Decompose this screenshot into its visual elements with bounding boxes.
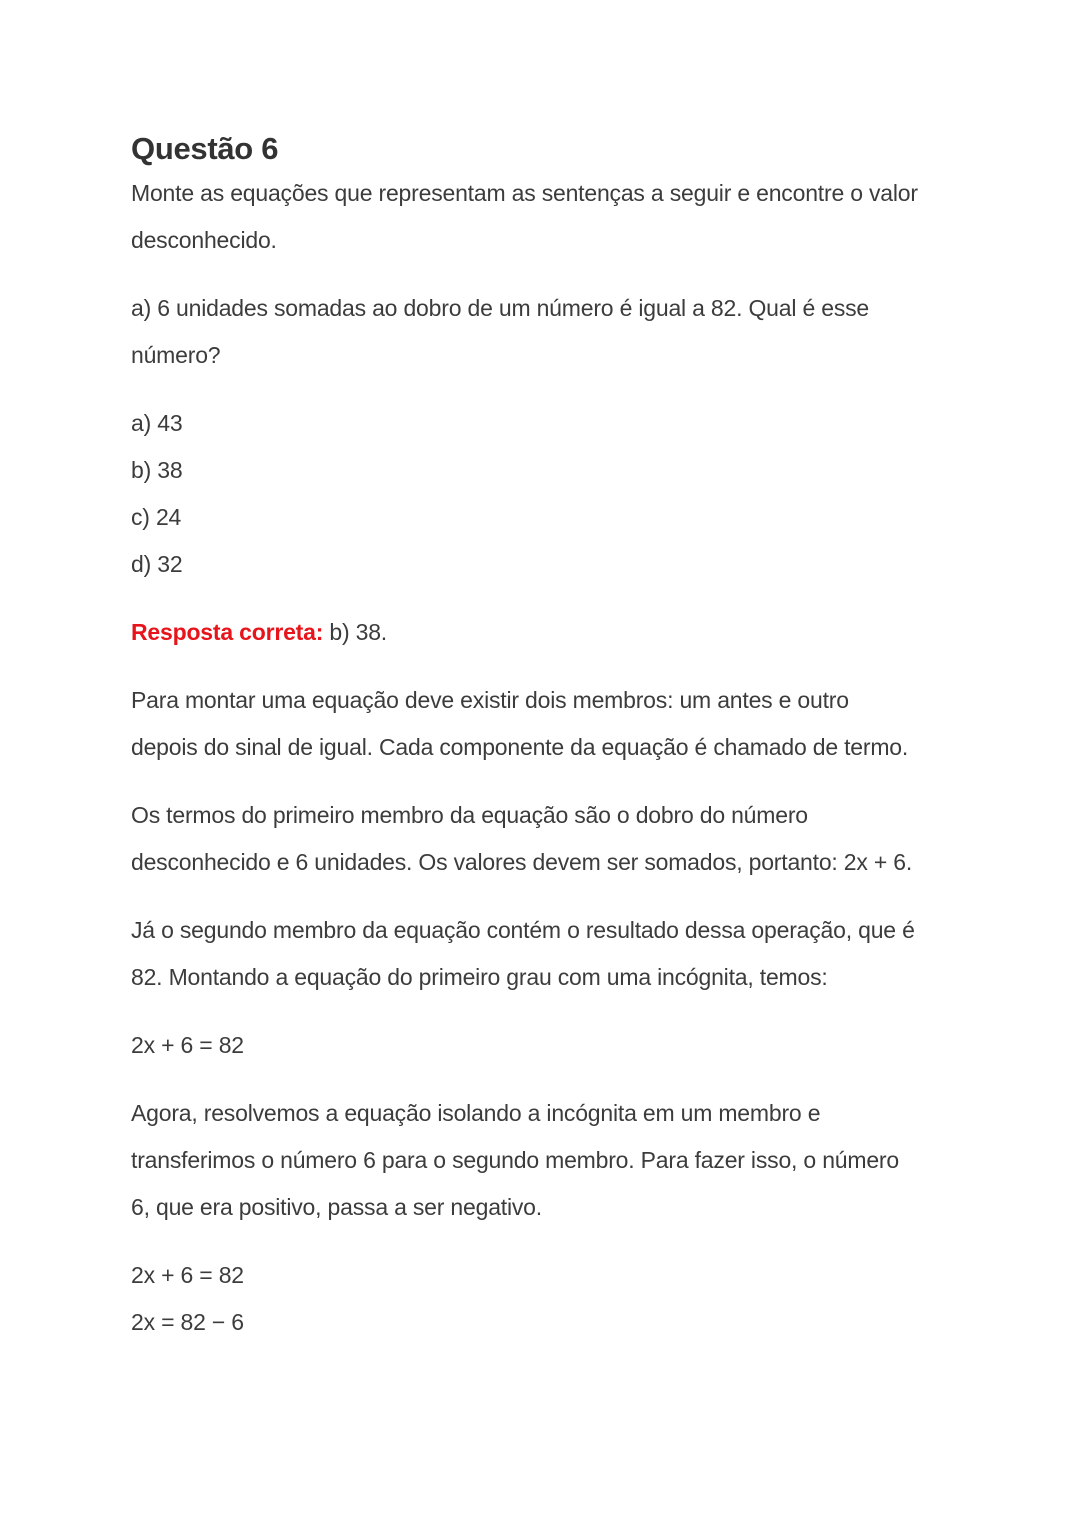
explanation-paragraph-1 — [131, 677, 961, 771]
text-line: Para montar uma equação deve existir dois membros: um antes e outro — [131, 687, 849, 713]
text-line: 82. Montando a equação do primeiro grau com uma incógnita, temos: — [131, 964, 828, 990]
option-b: b) 38 — [131, 457, 183, 483]
question-text — [131, 285, 961, 379]
text-line: Monte as equações que representam as sentenças a seguir e encontre o valor — [131, 180, 918, 206]
text-line: transferimos o número 6 para o segundo membro. Para fazer isso, o número — [131, 1147, 899, 1173]
options-list — [131, 400, 961, 588]
text-line: a) 6 unidades somadas ao dobro de um número é igual a 82. Qual é esse — [131, 295, 870, 321]
intro-text — [131, 170, 961, 264]
text-line: 6, que era positivo, passa a ser negativo. — [131, 1194, 542, 1220]
explanation-paragraph-3 — [131, 907, 961, 1001]
text-line: Já o segundo membro da equação contém o resultado dessa operação, que é — [131, 917, 915, 943]
text-line: desconhecido. — [131, 227, 277, 253]
option-d: d) 32 — [131, 551, 183, 577]
equation-line: 2x + 6 = 82 — [131, 1262, 244, 1288]
explanation-paragraph-4 — [131, 1090, 961, 1231]
text-line: desconhecido e 6 unidades. Os valores devem ser somados, portanto: 2x + 6. — [131, 849, 913, 875]
answer-value: b) 38. — [323, 619, 387, 645]
text-line: depois do sinal de igual. Cada componente da equação é chamado de termo. — [131, 734, 909, 760]
document-page — [131, 128, 961, 1346]
option-c: c) 24 — [131, 504, 182, 530]
equation-1 — [131, 1022, 961, 1069]
equation-steps — [131, 1252, 961, 1346]
correct-answer — [131, 609, 961, 656]
answer-label: Resposta correta: — [131, 619, 324, 645]
equation-line: 2x + 6 = 82 — [131, 1032, 244, 1058]
option-a: a) 43 — [131, 410, 183, 436]
text-line: número? — [131, 342, 221, 368]
text-line: Agora, resolvemos a equação isolando a incógnita em um membro e — [131, 1100, 821, 1126]
equation-line: 2x = 82 − 6 — [131, 1309, 244, 1335]
text-line: Os termos do primeiro membro da equação são o dobro do número — [131, 802, 808, 828]
explanation-paragraph-2 — [131, 792, 961, 886]
question-title: Questão 6 — [131, 131, 279, 166]
